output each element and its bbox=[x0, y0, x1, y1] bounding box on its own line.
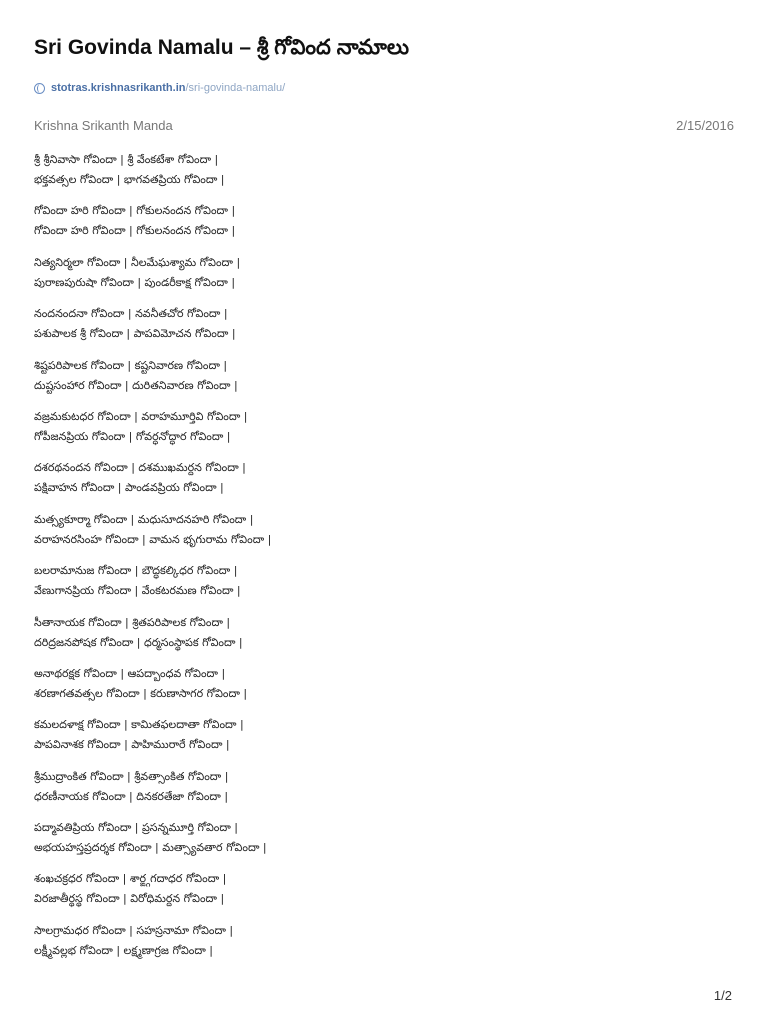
publish-date: 2/15/2016 bbox=[676, 118, 734, 133]
verse-line: పాపవినాశక గోవిందా | పాహిమురారే గోవిందా | bbox=[34, 738, 230, 752]
verse-line: శరణాగతవత్సల గోవిందా | కరుణాసాగర గోవిందా | bbox=[34, 686, 248, 700]
author-name: Krishna Srikanth Manda bbox=[34, 118, 173, 133]
verse-line: శ్రీముద్రాంకిత గోవిందా | శ్రీవత్సాంకిత గోవిందా | bbox=[34, 769, 229, 783]
verse-line: వరాహనరసింహ గోవిందా | వామన భృగురామ గోవిందా | bbox=[34, 532, 272, 546]
verse-stanza bbox=[34, 561, 734, 612]
source-link[interactable] bbox=[34, 82, 285, 94]
page-number: 1/2 bbox=[713, 988, 732, 1003]
verse-line: కమలదళాక్ష గోవిందా | కామితఫలదాతా గోవిందా | bbox=[34, 718, 244, 732]
verse-line: పురాణపురుషా గోవిందా | పుండరీకాక్ష గోవిందా | bbox=[34, 275, 236, 289]
verse-line: నందనందనా గోవిందా | నవనీతచోర గోవిందా | bbox=[34, 307, 228, 321]
globe-icon bbox=[34, 83, 45, 94]
verse-list bbox=[34, 150, 734, 972]
verse-line: శ్రీ శ్రీనివాసా గోవిందా | శ్రీ వేంకటేశా గోవిందా | bbox=[34, 153, 219, 166]
verse-line: శంఖచక్రధర గోవిందా | శార్ఙ్గగదాధర గోవిందా | bbox=[34, 872, 227, 886]
source-path[interactable]: /sri-govinda-namalu/ bbox=[185, 82, 286, 94]
verse-stanza bbox=[34, 510, 734, 561]
verse-stanza bbox=[34, 664, 734, 715]
verse-stanza bbox=[34, 869, 734, 920]
verse-line: సాలగ్రామధర గోవిందా | సహస్రనామా గోవిందా | bbox=[34, 923, 234, 937]
verse-line: పశుపాలక శ్రీ గోవిందా | పాపవిమోచన గోవిందా | bbox=[34, 327, 236, 341]
verse-stanza bbox=[34, 407, 734, 458]
verse-line: గోపీజనప్రియ గోవిందా | గోవర్ధనోద్ధార గోవిందా | bbox=[34, 429, 231, 443]
verse-line: గోవిందా హరి గోవిందా | గోకులనందన గోవిందా | bbox=[34, 204, 236, 218]
verse-line: విరజాతీర్థస్థ గోవిందా | విరోధిమర్దన గోవిందా | bbox=[34, 892, 225, 906]
verse-line: భక్తవత్సల గోవిందా | భాగవతప్రియ గోవిందా | bbox=[34, 173, 225, 186]
document-meta bbox=[34, 118, 734, 133]
verse-line: పద్మావతిప్రియ గోవిందా | ప్రసన్నమూర్తి గోవిందా | bbox=[34, 821, 239, 835]
verse-stanza bbox=[34, 613, 734, 664]
verse-line: అనాథరక్షక గోవిందా | ఆపద్బాంధవ గోవిందా | bbox=[34, 666, 226, 680]
verse-line: పక్షివాహన గోవిందా | పాండవప్రియ గోవిందా | bbox=[34, 481, 224, 495]
verse-stanza bbox=[34, 715, 734, 766]
verse-line: బలరామానుజ గోవిందా | బౌద్ధకల్కిధర గోవిందా | bbox=[34, 564, 238, 578]
verse-stanza bbox=[34, 356, 734, 407]
verse-line: దరిద్రజనపోషక గోవిందా | ధర్మసంస్థాపక గోవిందా | bbox=[34, 635, 243, 649]
verse-line: లక్ష్మీవల్లభ గోవిందా | లక్ష్మణాగ్రజ గోవిందా | bbox=[34, 943, 213, 957]
source-domain[interactable]: stotras.krishnasrikanth.in bbox=[51, 82, 186, 94]
verse-line: మత్స్యకూర్మా గోవిందా | మధుసూదనహరి గోవిందా | bbox=[34, 512, 254, 526]
verse-line: వజ్రమకుటధర గోవిందా | వరాహమూర్తివి గోవిందా | bbox=[34, 409, 248, 423]
verse-stanza bbox=[34, 253, 734, 304]
verse-line: శిష్టపరిపాలక గోవిందా | కష్టనివారణ గోవిందా | bbox=[34, 358, 228, 372]
verse-stanza bbox=[34, 458, 734, 509]
verse-stanza bbox=[34, 767, 734, 818]
verse-line: నిత్యనిర్మలా గోవిందా | నీలమేఘశ్యామ గోవిందా | bbox=[34, 255, 241, 269]
verse-line: దుష్టసంహార గోవిందా | దురితనివారణ గోవిందా | bbox=[34, 378, 238, 392]
verse-line: వేణుగానప్రియ గోవిందా | వేంకటరమణ గోవిందా | bbox=[34, 584, 241, 598]
verse-line: గోవిందా హరి గోవిందా | గోకులనందన గోవిందా | bbox=[34, 224, 236, 238]
verse-stanza bbox=[34, 201, 734, 252]
verse-stanza bbox=[34, 304, 734, 355]
verse-line: సీతానాయక గోవిందా | శ్రితపరిపాలక గోవిందా | bbox=[34, 615, 231, 629]
verse-stanza bbox=[34, 921, 734, 972]
verse-stanza bbox=[34, 150, 734, 201]
verse-stanza bbox=[34, 818, 734, 869]
verse-line: ధరణీనాయక గోవిందా | దినకరతేజా గోవిందా | bbox=[34, 789, 229, 803]
verse-line: దశరథనందన గోవిందా | దశముఖమర్దన గోవిందా | bbox=[34, 461, 246, 475]
verse-line: అభయహస్తప్రదర్శక గోవిందా | మత్స్యావతార గోవిందా | bbox=[34, 841, 267, 855]
page-title: Sri Govinda Namalu – శ్రీ గోవింద నామాలు bbox=[34, 36, 409, 59]
